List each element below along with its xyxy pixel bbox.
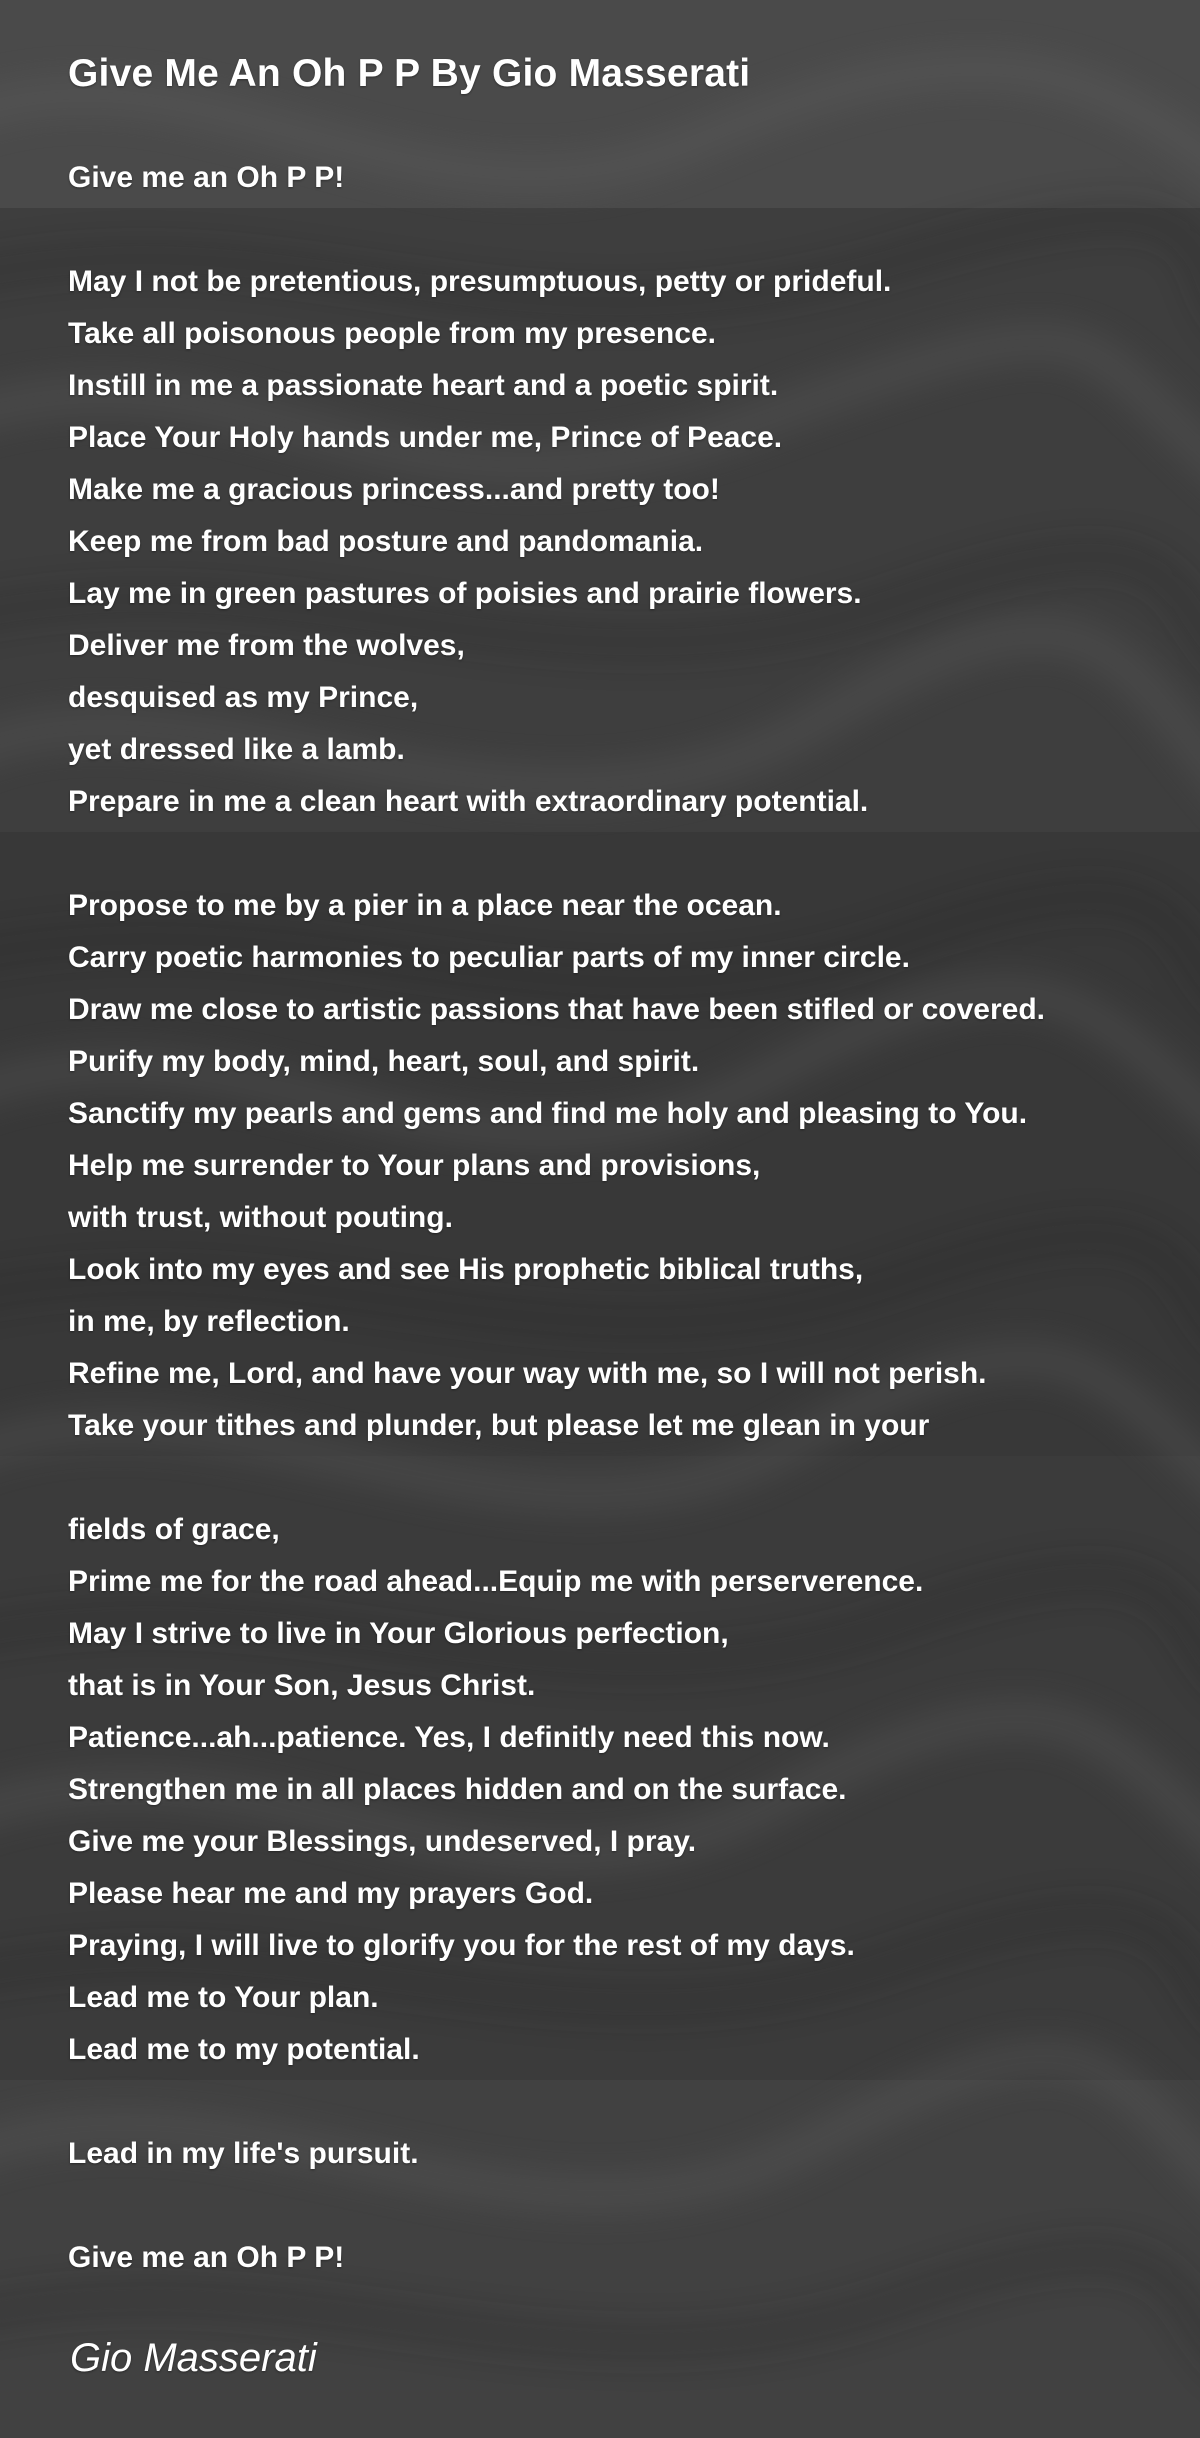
poem-line: desquised as my Prince, xyxy=(68,681,419,714)
poem-line: Prime me for the road ahead...Equip me with perserverence. xyxy=(68,1565,924,1598)
poem-line: Praying, I will live to glorify you for the rest of my days. xyxy=(68,1929,855,1962)
poem-stanza-break xyxy=(68,1452,1045,1504)
poem-line: Look into my eyes and see His prophetic biblical truths, xyxy=(68,1253,864,1286)
poem-line: Give me an Oh P P! xyxy=(68,161,345,194)
poem-stanza-break xyxy=(68,2076,1045,2128)
poem-line: Lead in my life's pursuit. xyxy=(68,2137,419,2170)
poem-line: Prepare in me a clean heart with extraordinary potential. xyxy=(68,785,869,818)
poem-line: Take all poisonous people from my presence. xyxy=(68,317,716,350)
poem-line: fields of grace, xyxy=(68,1513,280,1546)
poem-line: Patience...ah...patience. Yes, I definitly need this now. xyxy=(68,1721,830,1754)
poem-stanza-break xyxy=(68,2180,1045,2232)
poem-line: Draw me close to artistic passions that have been stifled or covered. xyxy=(68,993,1045,1026)
poem-line: in me, by reflection. xyxy=(68,1305,350,1338)
poem-line: May I not be pretentious, presumptuous, petty or prideful. xyxy=(68,265,892,298)
poem-stanza-break xyxy=(68,204,1045,256)
poem-line: Carry poetic harmonies to peculiar parts of my inner circle. xyxy=(68,941,910,974)
poem-line: Strengthen me in all places hidden and on the surface. xyxy=(68,1773,847,1806)
poem-line: Refine me, Lord, and have your way with me, so I will not perish. xyxy=(68,1357,987,1390)
poem-line: Sanctify my pearls and gems and find me holy and pleasing to You. xyxy=(68,1097,1028,1130)
poem-line: Lead me to my potential. xyxy=(68,2033,420,2066)
poem-line: May I strive to live in Your Glorious perfection, xyxy=(68,1617,729,1650)
poem-line: Give me an Oh P P! xyxy=(68,2241,345,2274)
poem-line: Help me surrender to Your plans and provisions, xyxy=(68,1149,761,1182)
poem-line: that is in Your Son, Jesus Christ. xyxy=(68,1669,536,1702)
poem-line: Purify my body, mind, heart, soul, and spirit. xyxy=(68,1045,700,1078)
poem-line: Instill in me a passionate heart and a poetic spirit. xyxy=(68,369,779,402)
poem-line: Take your tithes and plunder, but please let me glean in your xyxy=(68,1409,930,1442)
poem-body xyxy=(68,152,1045,2284)
poem-line: Keep me from bad posture and pandomania. xyxy=(68,525,704,558)
poem-line: Lead me to Your plan. xyxy=(68,1981,379,2014)
poem-stanza-break xyxy=(68,828,1045,880)
poem-line: Please hear me and my prayers God. xyxy=(68,1877,594,1910)
poem-line: with trust, without pouting. xyxy=(68,1201,453,1234)
author-name: Gio Masserati xyxy=(70,2336,317,2380)
poem-line: yet dressed like a lamb. xyxy=(68,733,405,766)
poem-line: Give me your Blessings, undeserved, I pray. xyxy=(68,1825,697,1858)
page-title: Give Me An Oh P P By Gio Masserati xyxy=(68,52,751,95)
poem-line: Place Your Holy hands under me, Prince of Peace. xyxy=(68,421,783,454)
poem-line: Lay me in green pastures of poisies and prairie flowers. xyxy=(68,577,862,610)
poem-line: Make me a gracious princess...and pretty too! xyxy=(68,473,720,506)
poem-line: Deliver me from the wolves, xyxy=(68,629,465,662)
poem-line: Propose to me by a pier in a place near the ocean. xyxy=(68,889,782,922)
